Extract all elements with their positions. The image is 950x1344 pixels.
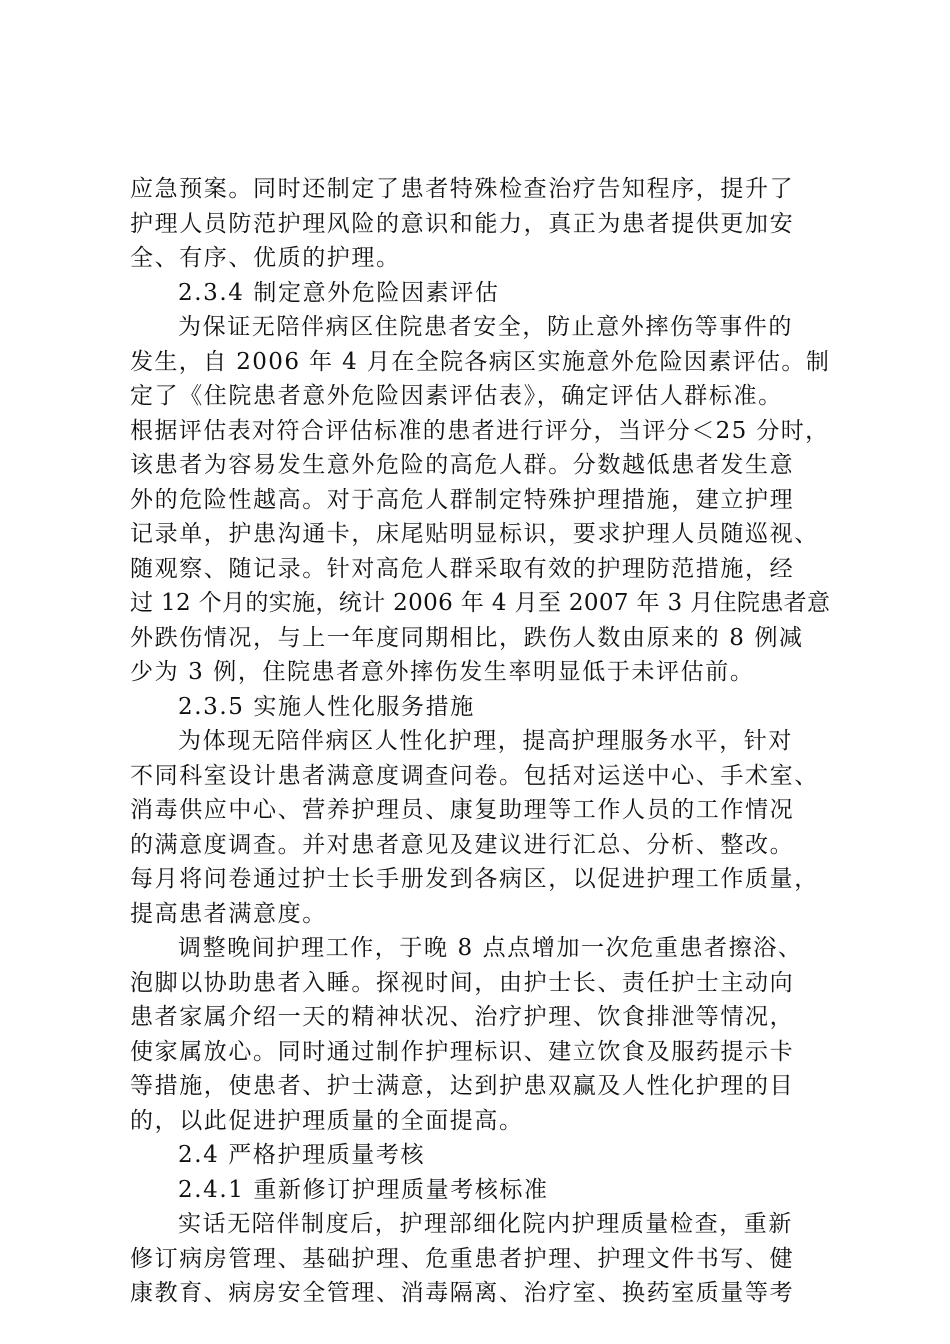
text-line: 的，以此促进护理质量的全面提高。 xyxy=(130,1107,524,1134)
text-line: 的满意度调查。并对患者意见及建议进行汇总、分析、整改。 xyxy=(130,831,795,858)
section-heading: 2.3.4 制定意外危险因素评估 xyxy=(178,279,500,306)
text-line: 等措施，使患者、护士满意，达到护患双赢及人性化护理的目 xyxy=(130,1073,795,1099)
text-line: 根据评估表对符合评估标准的患者进行评分，当评分＜25 分时， xyxy=(130,417,830,444)
text-line: 实话无陪伴制度后，护理部细化院内护理质量检查，重新 xyxy=(178,1211,793,1237)
text-line: 提高患者满意度。 xyxy=(130,900,327,927)
text-line: 定了《住院患者意外危险因素评估表》，确定评估人群标准。 xyxy=(130,383,783,409)
text-line: 随观察、随记录。针对高危人群采取有效的护理防范措施，经 xyxy=(130,555,795,582)
text-line: 泡脚以协助患者入睡。探视时间，由护士长、责任护士主动向 xyxy=(130,969,795,996)
text-line: 消毒供应中心、营养护理员、康复助理等工作人员的工作情况 xyxy=(130,797,795,823)
text-line: 外的危险性越高。对于高危人群制定特殊护理措施，建立护理 xyxy=(130,486,795,513)
text-line: 使家属放心。同时通过制作护理标识、建立饮食及服药提示卡 xyxy=(130,1038,795,1065)
text-line: 康教育、病房安全管理、消毒隔离、治疗室、换药室质量等考 xyxy=(130,1280,795,1306)
text-line: 外跌伤情况，与上一年度同期相比，跌伤人数由原来的 8 例减 xyxy=(130,624,804,651)
section-heading: 2.4 严格护理质量考核 xyxy=(178,1142,426,1168)
text-line: 不同科室设计患者满意度调查问卷。包括对运送中心、手术室、 xyxy=(130,762,819,789)
document-body xyxy=(130,172,830,1311)
section-heading: 2.3.5 实施人性化服务措施 xyxy=(178,693,475,720)
text-line: 患者家属介绍一天的精神状况、治疗护理、饮食排泄等情况， xyxy=(130,1004,795,1030)
text-line: 少为 3 例，住院患者意外摔伤发生率明显低于未评估前。 xyxy=(130,659,755,685)
text-line: 为保证无陪伴病区住院患者安全，防止意外摔伤等事件的 xyxy=(178,314,793,340)
text-line: 为体现无陪伴病区人性化护理，提高护理服务水平，针对 xyxy=(178,728,793,754)
text-line: 调整晚间护理工作，于晚 8 点点增加一次危重患者擦浴、 xyxy=(178,935,803,961)
text-line: 护理人员防范护理风险的意识和能力，真正为患者提供更加安 xyxy=(130,210,795,237)
text-line: 全、有序、优质的护理。 xyxy=(130,245,401,271)
text-line: 修订病房管理、基础护理、危重患者护理、护理文件书写、健 xyxy=(130,1245,795,1272)
text-line: 应急预案。同时还制定了患者特殊检查治疗告知程序，提升了 xyxy=(130,176,795,202)
text-line: 记录单，护患沟通卡，床尾贴明显标识，要求护理人员随巡视、 xyxy=(130,521,819,547)
text-line: 过 12 个月的实施，统计 2006 年 4 月至 2007 年 3 月住院患者意 xyxy=(130,590,831,616)
text-line: 该患者为容易发生意外危险的高危人群。分数越低患者发生意 xyxy=(130,452,795,478)
text-line: 每月将问卷通过护士长手册发到各病区，以促进护理工作质量， xyxy=(130,866,819,892)
text-line: 发生，自 2006 年 4 月在全院各病区实施意外危险因素评估。制 xyxy=(130,348,831,375)
section-heading: 2.4.1 重新修订护理质量考核标准 xyxy=(178,1176,549,1203)
